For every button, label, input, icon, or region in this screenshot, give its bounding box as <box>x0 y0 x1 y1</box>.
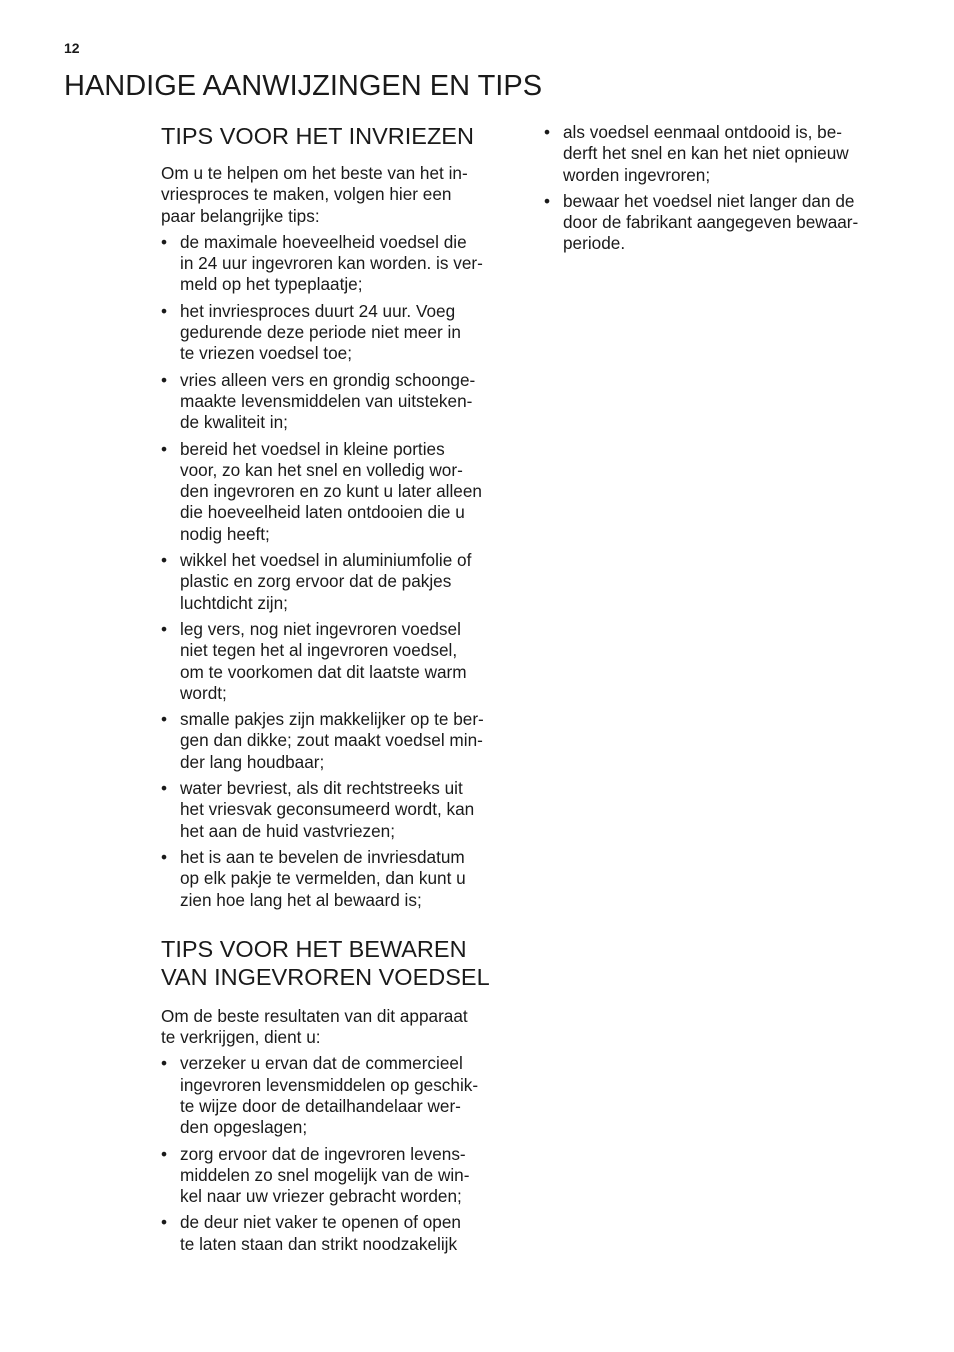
line: het aan de huid vastvriezen; <box>180 820 395 841</box>
list-item <box>161 370 513 434</box>
bullet-icon: • <box>161 550 168 571</box>
bullet-icon: • <box>544 190 551 211</box>
page-title: HANDIGE AANWIJZINGEN EN TIPS <box>64 70 543 102</box>
right-column <box>544 122 896 255</box>
line: zien hoe lang het al bewaard is; <box>180 889 422 910</box>
bullet-icon: • <box>161 1212 168 1233</box>
line: door de fabrikant aangegeven bewaar- <box>563 212 859 233</box>
line: derft het snel en kan het niet opnieuw <box>563 143 849 164</box>
bullet-icon: • <box>161 300 168 321</box>
bullet-icon: • <box>161 438 168 459</box>
title-line: VAN INGEVROREN VOEDSEL <box>161 963 490 990</box>
line: die hoeveelheid laten ontdooien die u <box>180 502 465 523</box>
line: te laten staan dan strikt noodzakelijk <box>180 1233 458 1254</box>
line: kel naar uw vriezer gebracht worden; <box>180 1186 462 1207</box>
line: meld op het typeplaatje; <box>180 274 363 295</box>
line: het vriesvak geconsumeerd wordt, kan <box>180 799 475 820</box>
list-item <box>161 847 513 911</box>
line: water bevriest, als dit rechtstreeks uit <box>180 778 463 799</box>
intro-line: Om de beste resultaten van dit apparaat <box>161 1005 468 1026</box>
storage-tips-list <box>161 1053 513 1255</box>
line: wordt; <box>180 682 227 703</box>
line: de maximale hoeveelheid voedsel die <box>180 231 467 252</box>
line: de deur niet vaker te openen of open <box>180 1212 461 1233</box>
bullet-icon: • <box>161 1053 168 1074</box>
list-item <box>161 232 513 296</box>
line: den ingevroren en zo kunt u later alleen <box>180 481 482 502</box>
line: te vriezen voedsel toe; <box>180 343 352 364</box>
line: bereid het voedsel in kleine porties <box>180 438 445 459</box>
line: als voedsel eenmaal ontdooid is, be- <box>563 122 842 142</box>
list-item <box>161 1212 513 1255</box>
line: den opgeslagen; <box>180 1117 308 1138</box>
line: nodig heeft; <box>180 523 270 544</box>
section-title-storage <box>161 935 513 991</box>
page-number: 12 <box>64 40 80 56</box>
list-item <box>161 709 513 773</box>
line: periode. <box>563 233 626 254</box>
bullet-icon: • <box>161 846 168 867</box>
list-item <box>161 550 513 614</box>
line: niet tegen het al ingevroren voedsel, <box>180 640 458 661</box>
list-item <box>161 301 513 365</box>
list-item <box>161 1053 513 1138</box>
bullet-icon: • <box>161 231 168 252</box>
line: om te voorkomen dat dit laatste warm <box>180 661 467 682</box>
line: bewaar het voedsel niet langer dan de <box>563 190 855 211</box>
line: smalle pakjes zijn makkelijker op te ber- <box>180 709 484 730</box>
line: verzeker u ervan dat de commercieel <box>180 1053 463 1074</box>
bullet-icon: • <box>161 709 168 730</box>
storage-tips-list-continued <box>544 122 896 255</box>
line: het invriesproces duurt 24 uur. Voeg <box>180 300 456 321</box>
line: ingevroren levensmiddelen op geschik- <box>180 1074 479 1095</box>
line: vries alleen vers en grondig schoonge- <box>180 369 476 390</box>
bullet-icon: • <box>544 122 551 142</box>
intro-line: paar belangrijke tips: <box>161 205 320 226</box>
line: op elk pakje te vermelden, dan kunt u <box>180 868 466 889</box>
line: zorg ervoor dat de ingevroren levens- <box>180 1143 466 1164</box>
list-item <box>161 439 513 545</box>
line: plastic en zorg ervoor dat de pakjes <box>180 571 452 592</box>
line: voor, zo kan het snel en volledig wor- <box>180 459 463 480</box>
freezing-tips-list <box>161 232 513 911</box>
line: gen dan dikke; zout maakt voedsel min- <box>180 730 483 751</box>
list-item <box>161 1144 513 1208</box>
bullet-icon: • <box>161 778 168 799</box>
storage-intro <box>161 1006 513 1049</box>
line: leg vers, nog niet ingevroren voedsel <box>180 618 461 639</box>
left-column <box>161 122 513 1255</box>
line: worden ingevroren; <box>563 164 711 185</box>
freezing-intro <box>161 163 513 227</box>
title-line: TIPS VOOR HET BEWAREN <box>161 935 467 962</box>
line: de kwaliteit in; <box>180 412 288 433</box>
line: in 24 uur ingevroren kan worden. is ver- <box>180 253 483 274</box>
section-title-freezing: TIPS VOOR HET INVRIEZEN <box>161 123 474 149</box>
list-item <box>544 122 896 186</box>
line: wikkel het voedsel in aluminiumfolie of <box>180 550 472 571</box>
list-item <box>544 191 896 255</box>
list-item <box>161 778 513 842</box>
bullet-icon: • <box>161 618 168 639</box>
bullet-icon: • <box>161 1143 168 1164</box>
line: gedurende deze periode niet meer in <box>180 322 461 343</box>
line: luchtdicht zijn; <box>180 592 288 613</box>
line: het is aan te bevelen de invriesdatum <box>180 846 465 867</box>
intro-line: Om u te helpen om het beste van het in- <box>161 163 468 183</box>
line: der lang houdbaar; <box>180 751 325 772</box>
line: maakte levensmiddelen van uitsteken- <box>180 390 473 411</box>
list-item <box>161 619 513 704</box>
intro-line: te verkrijgen, dient u: <box>161 1027 321 1048</box>
bullet-icon: • <box>161 369 168 390</box>
line: te wijze door de detailhandelaar wer- <box>180 1095 461 1116</box>
line: middelen zo snel mogelijk van de win- <box>180 1164 470 1185</box>
intro-line: vriesproces te maken, volgen hier een <box>161 184 452 205</box>
